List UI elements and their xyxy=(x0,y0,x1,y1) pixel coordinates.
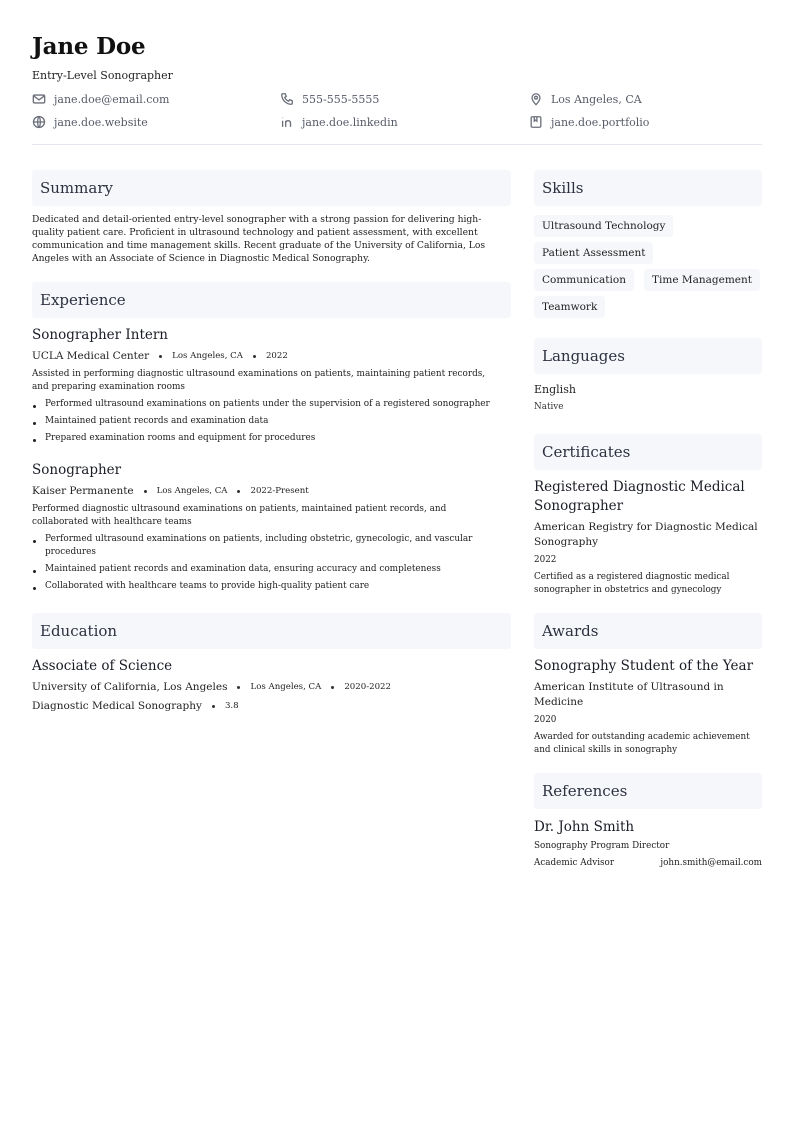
job-meta xyxy=(32,485,309,497)
school-name: University of California, Los Angeles xyxy=(32,681,228,693)
separator-dot xyxy=(212,705,215,708)
job-bullet: Maintained patient records and examination data xyxy=(32,415,511,428)
candidate-name: Jane Doe xyxy=(32,33,146,60)
certificate-title: Registered Diagnostic Medical Sonographer xyxy=(534,479,745,514)
school-location: Los Angeles, CA xyxy=(250,682,322,692)
awards-heading: Awards xyxy=(534,613,762,649)
email-text: jane.doe@email.com xyxy=(54,92,170,106)
experience-heading: Experience xyxy=(32,282,511,318)
job-description: Performed diagnostic ultrasound examinations on patients, maintained patient records, and collaborated with healthcare teams xyxy=(32,504,447,527)
award-description: Awarded for outstanding academic achievement and clinical skills in sonography xyxy=(534,732,750,755)
education-field-row xyxy=(32,700,239,712)
job-title: Sonographer xyxy=(32,462,122,478)
reference-email[interactable]: john.smith@email.com xyxy=(660,858,762,868)
separator-dot xyxy=(253,355,256,358)
location-pin-icon xyxy=(529,92,543,106)
certificate-date: 2022 xyxy=(534,555,557,565)
contact-email[interactable] xyxy=(32,92,169,106)
skill-tag: Time Management xyxy=(644,269,760,291)
education-heading: Education xyxy=(32,613,511,649)
degree-title: Associate of Science xyxy=(32,658,173,674)
job-location: Los Angeles, CA xyxy=(172,351,243,361)
linkedin-icon xyxy=(280,115,294,129)
contact-location xyxy=(529,92,642,106)
skill-tag: Teamwork xyxy=(534,296,605,318)
candidate-title: Entry-Level Sonographer xyxy=(32,69,173,82)
job-company: UCLA Medical Center xyxy=(32,350,150,362)
job-bullet: Performed ultrasound examinations on patients, including obstetric, gynecologic, and vascular procedures xyxy=(32,533,511,559)
phone-icon xyxy=(280,92,294,106)
job-bullet: Prepared examination rooms and equipment for procedures xyxy=(32,432,511,445)
languages-heading: Languages xyxy=(534,338,762,374)
job-bullet: Performed ultrasound examinations on patients under the supervision of a registered sonographer xyxy=(32,398,511,411)
job-bullets xyxy=(32,398,511,449)
certificate-description: Certified as a registered diagnostic medical sonographer in obstetrics and gynecology xyxy=(534,572,730,595)
skill-tag: Patient Assessment xyxy=(534,242,653,264)
contact-linkedin[interactable] xyxy=(280,115,398,129)
job-company: Kaiser Permanente xyxy=(32,485,134,497)
reference-name: Dr. John Smith xyxy=(534,819,635,835)
certificate-issuer: American Registry for Diagnostic Medical Sonography xyxy=(534,521,758,548)
reference-position: Sonography Program Director xyxy=(534,841,670,851)
skills-heading: Skills xyxy=(534,170,762,206)
location-text: Los Angeles, CA xyxy=(551,92,642,106)
linkedin-text: jane.doe.linkedin xyxy=(302,115,398,129)
separator-dot xyxy=(331,686,334,689)
skill-tag: Communication xyxy=(534,269,634,291)
language-name: English xyxy=(534,383,576,396)
job-bullet: Maintained patient records and examination data, ensuring accuracy and completeness xyxy=(32,563,511,576)
globe-icon xyxy=(32,115,46,129)
field-of-study: Diagnostic Medical Sonography xyxy=(32,700,202,712)
portfolio-text: jane.doe.portfolio xyxy=(551,115,650,129)
skill-tag: Ultrasound Technology xyxy=(534,215,673,237)
contact-website[interactable] xyxy=(32,115,148,129)
job-meta xyxy=(32,350,288,362)
job-date: 2022-Present xyxy=(250,486,309,496)
job-description: Assisted in performing diagnostic ultrasound examinations on patients, maintaining patient records, and preparing examination rooms xyxy=(32,369,486,392)
header-divider xyxy=(32,144,762,145)
separator-dot xyxy=(237,686,240,689)
contact-phone[interactable] xyxy=(280,92,379,106)
portfolio-icon xyxy=(529,115,543,129)
award-issuer: American Institute of Ultrasound in Medicine xyxy=(534,681,724,708)
job-bullet: Collaborated with healthcare teams to provide high-quality patient care xyxy=(32,580,511,593)
references-heading: References xyxy=(534,773,762,809)
website-text: jane.doe.website xyxy=(54,115,148,129)
language-level: Native xyxy=(534,402,564,412)
award-date: 2020 xyxy=(534,715,557,725)
summary-text: Dedicated and detail-oriented entry-level sonographer with a strong passion for delivering high-quality patient care. Proficient in ultrasound technology and patient assessment, with excellent communication and time management skills. Recent graduate of the University of California, Los Angeles with an Associate of Science in Diagnostic Medical Sonography. xyxy=(32,214,486,264)
reference-contact-row xyxy=(534,858,762,868)
education-dates: 2020-2022 xyxy=(344,682,391,692)
award-title: Sonography Student of the Year xyxy=(534,658,754,674)
job-bullets xyxy=(32,533,511,597)
mail-icon xyxy=(32,92,46,106)
reference-relationship: Academic Advisor xyxy=(534,858,615,868)
phone-text: 555-555-5555 xyxy=(302,92,380,106)
certificates-heading: Certificates xyxy=(534,434,762,470)
summary-heading: Summary xyxy=(32,170,511,206)
separator-dot xyxy=(159,355,162,358)
contact-portfolio[interactable] xyxy=(529,115,649,129)
separator-dot xyxy=(237,490,240,493)
separator-dot xyxy=(144,490,147,493)
job-date: 2022 xyxy=(265,351,288,361)
job-title: Sonographer Intern xyxy=(32,327,169,343)
job-location: Los Angeles, CA xyxy=(156,486,228,496)
gpa: 3.8 xyxy=(224,701,239,711)
education-meta xyxy=(32,681,391,693)
